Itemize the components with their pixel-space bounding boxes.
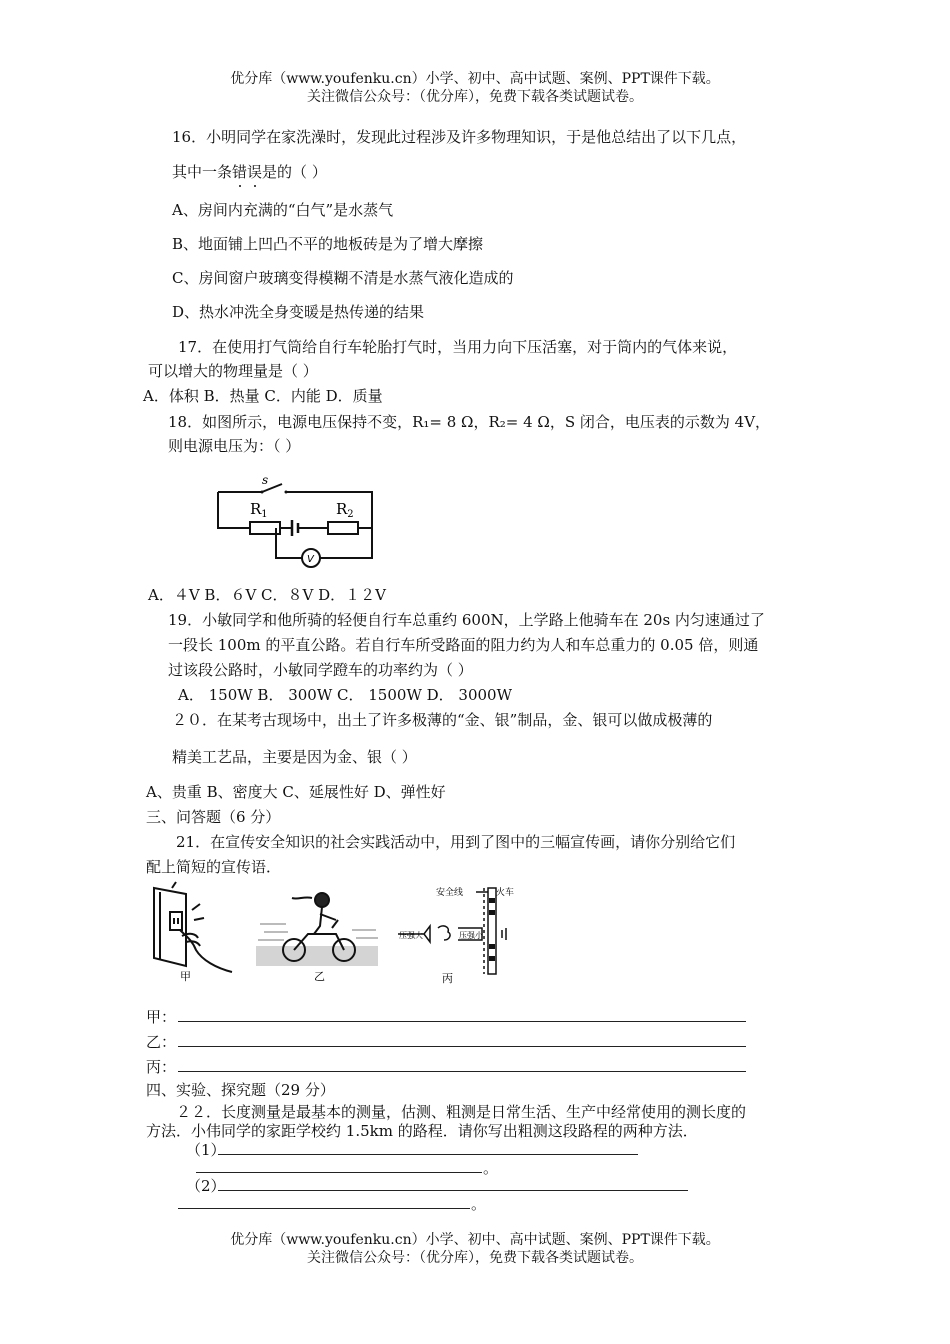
- q19-line2: 一段长 100m 的平直公路。若自行车所受路面的阻力约为人和车总重力的 0.05 倍，则通: [168, 636, 759, 654]
- q21-line2: 配上简短的宣传语．: [146, 858, 282, 876]
- q16-line1: 16．小明同学在家洗澡时，发现此过程涉及许多物理知识，于是他总结出了以下几点，: [172, 128, 747, 146]
- q18-line2: 则电源电压为：（ ）: [168, 437, 301, 455]
- q22-line2: 方法．小伟同学的家距学校约 1.5km 的路程．请你写出粗测这段路程的两种方法．: [146, 1122, 698, 1140]
- q20-line2: 精美工艺品，主要是因为金、银（ ）: [172, 748, 417, 766]
- q21-answer-yi-line[interactable]: [178, 1046, 746, 1047]
- person-icon: [438, 926, 450, 940]
- footer-line-1: 优分库（www.youfenku.cn）小学、初中、高中试题、案例、PPT课件下载。: [230, 1232, 720, 1248]
- q17-options: A．体积 B．热量 C．内能 D．质量: [143, 387, 383, 405]
- resistor-r2: [328, 522, 358, 534]
- q18-line1: 18．如图所示，电源电压保持不变，R₁= 8 Ω，R₂= 4 Ω，S 闭合，电压表的示数为 4V，: [168, 413, 771, 431]
- q19-line3: 过该段公路时，小敏同学蹬车的功率约为（ ）: [168, 661, 473, 679]
- section3-title: 三、问答题（6 分）: [146, 808, 281, 826]
- high-pressure-label: 压强大: [399, 931, 423, 940]
- header-line-1: 优分库（www.youfenku.cn）小学、初中、高中试题、案例、PPT课件下载。: [230, 71, 720, 87]
- q20-line1: ２０．在某考古现场中，出土了许多极薄的“金、银”制品，金、银可以做成极薄的: [172, 711, 713, 729]
- q22-blank1-line-a[interactable]: [218, 1154, 638, 1155]
- q22-blank2-line-a[interactable]: [218, 1190, 688, 1191]
- figure-yi-label: 乙: [314, 970, 325, 983]
- hand-icon: [180, 930, 232, 972]
- footer-line-2: 关注微信公众号：（优分库），免费下载各类试题试卷。: [307, 1250, 643, 1266]
- low-pressure-label: 压强小: [459, 931, 483, 940]
- rider-head: [315, 893, 329, 907]
- q22-blank2-end: 。: [471, 1195, 487, 1213]
- q22-line1: ２２．长度测量是最基本的测量，估测、粗测是日常生活、生产中经常使用的测长度的: [176, 1103, 747, 1121]
- safety-line-label: 安全线: [436, 888, 464, 898]
- figure-bing: [396, 884, 531, 984]
- q21-answer-yi-label: 乙：: [146, 1033, 177, 1051]
- section4-title: 四、实验、探究题（29 分）: [146, 1081, 335, 1099]
- q22-blank1-end: 。: [483, 1159, 499, 1177]
- q20-options: A、贵重 B、密度大 C、延展性好 D、弹性好: [146, 783, 446, 801]
- q21-answer-bing-label: 丙：: [146, 1058, 177, 1076]
- q18-options: A．４V B．６V C．８V D．１２V: [148, 586, 386, 604]
- r2-label: $R_2$: [336, 500, 354, 520]
- q21-line1: 21．在宣传安全知识的社会实践活动中，用到了图中的三幅宣传画，请你分别给它们: [176, 833, 736, 851]
- q16-option-b: B、地面铺上凹凸不平的地板砖是为了增大摩擦: [172, 235, 484, 253]
- socket-icon: [170, 912, 182, 930]
- figure-yi: [256, 884, 381, 984]
- q22-blank1-line-b[interactable]: [196, 1172, 482, 1173]
- q21-answer-jia-line[interactable]: [178, 1021, 746, 1022]
- header-line-2: 关注微信公众号：（优分库），免费下载各类试题试卷。: [307, 89, 643, 105]
- figure-bing-label: 丙: [442, 972, 453, 985]
- voltmeter-label: V: [307, 554, 314, 565]
- q22-blank2-line-b[interactable]: [178, 1208, 470, 1209]
- train-label: 火车: [496, 888, 515, 898]
- q19-options: A． 150W B． 300W C． 1500W D． 3000W: [178, 686, 513, 704]
- road-surface: [256, 946, 378, 966]
- figure-jia-label: 甲: [180, 970, 191, 983]
- figure-jia: [146, 880, 241, 985]
- q17-line2: 可以增大的物理量是（ ）: [148, 362, 318, 380]
- q22-blank1-label: （1）: [186, 1141, 226, 1159]
- q21-answer-jia-label: 甲：: [146, 1008, 177, 1026]
- q16-line2: 其中一条错误是的（ ）: [172, 163, 327, 181]
- q21-answer-bing-line[interactable]: [178, 1071, 746, 1072]
- q17-line1: 17．在使用打气筒给自行车轮胎打气时，当用力向下压活塞，对于筒内的气体来说，: [178, 338, 738, 356]
- r1-label: $R_1$: [250, 500, 268, 520]
- circuit-diagram: [210, 470, 380, 570]
- q16-option-c: C、房间窗户玻璃变得模糊不清是水蒸气液化造成的: [172, 269, 514, 287]
- q19-line1: 19．小敏同学和他所骑的轻便自行车总重约 600N，上学路上他骑车在 20s 内匀速通过了: [168, 611, 765, 629]
- q16-option-a: A、房间内充满的“白气”是水蒸气: [172, 201, 394, 219]
- q16-option-d: D、热水冲洗全身变暖是热传递的结果: [172, 303, 425, 321]
- q22-blank2-label: （2）: [186, 1177, 226, 1195]
- switch-label: s: [262, 473, 269, 487]
